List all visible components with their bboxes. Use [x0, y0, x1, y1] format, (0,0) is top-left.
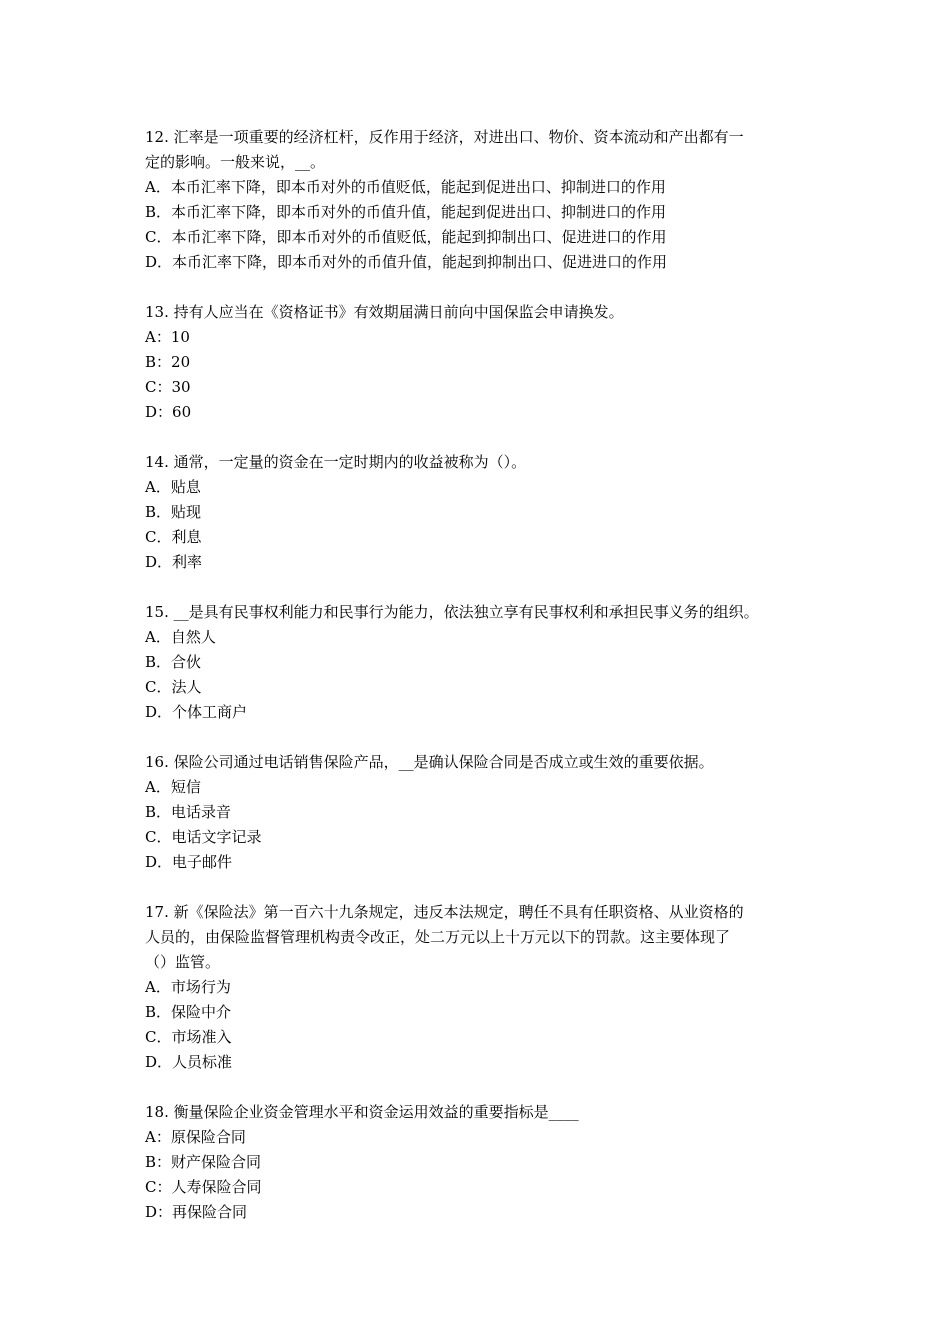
question-block [145, 450, 825, 575]
answer-option: B：20 [145, 353, 191, 371]
answer-option: A．市场行为 [145, 978, 231, 996]
question-stem-line: 人员的，由保险监督管理机构责令改正，处二万元以上十万元以下的罚款。这主要体现了 [145, 928, 731, 946]
question-stem-line: 定的影响。一般来说，__。 [145, 153, 326, 171]
answer-option: A：原保险合同 [145, 1128, 246, 1146]
answer-option: A．本币汇率下降，即本币对外的币值贬低，能起到促进出口、抑制进口的作用 [145, 178, 666, 196]
answer-option: D．电子邮件 [145, 853, 233, 871]
question-block [145, 300, 825, 425]
answer-option: D：再保险合同 [145, 1203, 248, 1221]
option-list [145, 175, 825, 275]
document-page [145, 125, 825, 1250]
answer-option: C：人寿保险合同 [145, 1178, 262, 1196]
answer-option: C：30 [145, 378, 191, 396]
question-block [145, 125, 825, 275]
answer-option: B．保险中介 [145, 1003, 232, 1021]
answer-option: D．人员标准 [145, 1053, 233, 1071]
question-stem-line: 12. 汇率是一项重要的经济杠杆，反作用于经济，对进出口、物价、资本流动和产出都有一 [145, 128, 744, 146]
option-list [145, 775, 825, 875]
question-block [145, 750, 825, 875]
answer-option: C．电话文字记录 [145, 828, 262, 846]
question-stem-line: 15. __是具有民事权利能力和民事行为能力，依法独立享有民事权利和承担民事义务的组织。 [145, 603, 759, 621]
answer-option: C．本币汇率下降，即本币对外的币值贬低，能起到抑制出口、促进进口的作用 [145, 228, 667, 246]
question-stem-line: 16. 保险公司通过电话销售保险产品，__是确认保险合同是否成立或生效的重要依据。 [145, 753, 714, 771]
question-stem-line: 18. 衡量保险企业资金管理水平和资金运用效益的重要指标是____ [145, 1103, 579, 1121]
answer-option: D．利率 [145, 553, 203, 571]
option-list [145, 325, 825, 425]
answer-option: A．短信 [145, 778, 201, 796]
answer-option: A：10 [145, 328, 190, 346]
answer-option: D．个体工商户 [145, 703, 248, 721]
answer-option: D：60 [145, 403, 192, 421]
question-stem-line: 14. 通常，一定量的资金在一定时期内的收益被称为（）。 [145, 453, 527, 471]
answer-option: C．市场准入 [145, 1028, 232, 1046]
answer-option: A．贴息 [145, 478, 201, 496]
answer-option: B．合伙 [145, 653, 202, 671]
question-stem-line: （）监管。 [145, 953, 221, 971]
answer-option: B．电话录音 [145, 803, 232, 821]
answer-option: C．法人 [145, 678, 202, 696]
answer-option: B．贴现 [145, 503, 202, 521]
answer-option: A．自然人 [145, 628, 216, 646]
question-block [145, 900, 825, 1075]
answer-option: C．利息 [145, 528, 202, 546]
answer-option: B．本币汇率下降，即本币对外的币值升值，能起到促进出口、抑制进口的作用 [145, 203, 667, 221]
question-stem-line: 13. 持有人应当在《资格证书》有效期届满日前向中国保监会申请换发。 [145, 303, 624, 321]
option-list [145, 475, 825, 575]
option-list [145, 975, 825, 1075]
question-stem-line: 17. 新《保险法》第一百六十九条规定，违反本法规定，聘任不具有任职资格、从业资格的 [145, 903, 744, 921]
answer-option: D．本币汇率下降，即本币对外的币值升值，能起到抑制出口、促进进口的作用 [145, 253, 668, 271]
option-list [145, 1125, 825, 1225]
option-list [145, 625, 825, 725]
question-block [145, 600, 825, 725]
question-block [145, 1100, 825, 1225]
answer-option: B：财产保险合同 [145, 1153, 262, 1171]
